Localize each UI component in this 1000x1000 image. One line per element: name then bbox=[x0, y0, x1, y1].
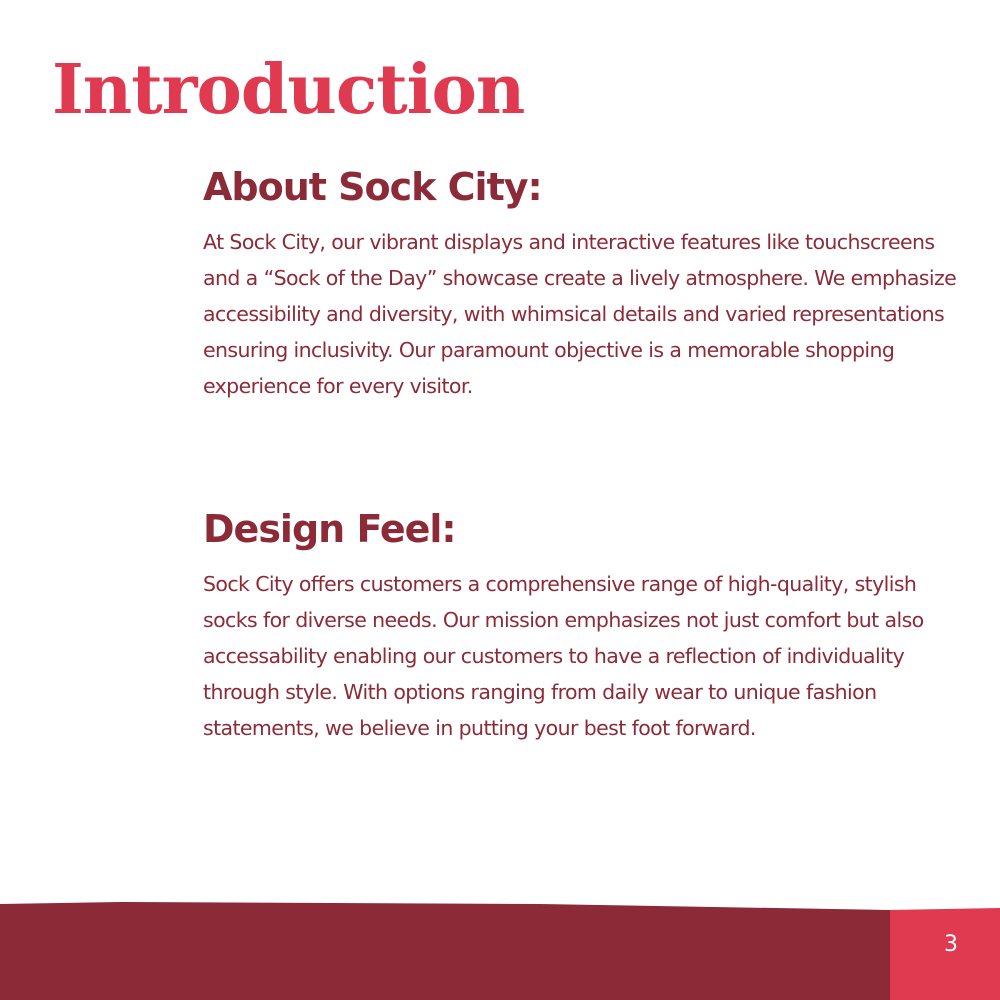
about-heading: About Sock City: bbox=[203, 165, 542, 209]
design-body: Sock City offers customers a comprehensive range of high-quality, stylish socks for diverse needs. Our mission emphasizes not just comfort but also accessability enabling our customers to have a reflection of individuality through style. With options ranging from daily wear to unique fashion statements, we believe in putting your best foot forward. bbox=[203, 572, 924, 740]
footer-band bbox=[0, 902, 1000, 1000]
about-section bbox=[203, 160, 973, 404]
footer-graphic bbox=[0, 902, 1000, 1000]
footer-band-shape bbox=[0, 902, 890, 1000]
design-section bbox=[203, 502, 973, 746]
page-title: Introduction bbox=[52, 50, 525, 130]
about-body: At Sock City, our vibrant displays and interactive features like touchscreens and a “Sock of the Day” showcase create a lively atmosphere. We emphasize accessibility and diversity, with whimsical details and varied representations ensuring inclusivity. Our paramount objective is a memorable shopping experience for every visitor. bbox=[203, 230, 957, 398]
design-heading: Design Feel: bbox=[203, 507, 456, 551]
page-number: 3 bbox=[944, 932, 958, 957]
